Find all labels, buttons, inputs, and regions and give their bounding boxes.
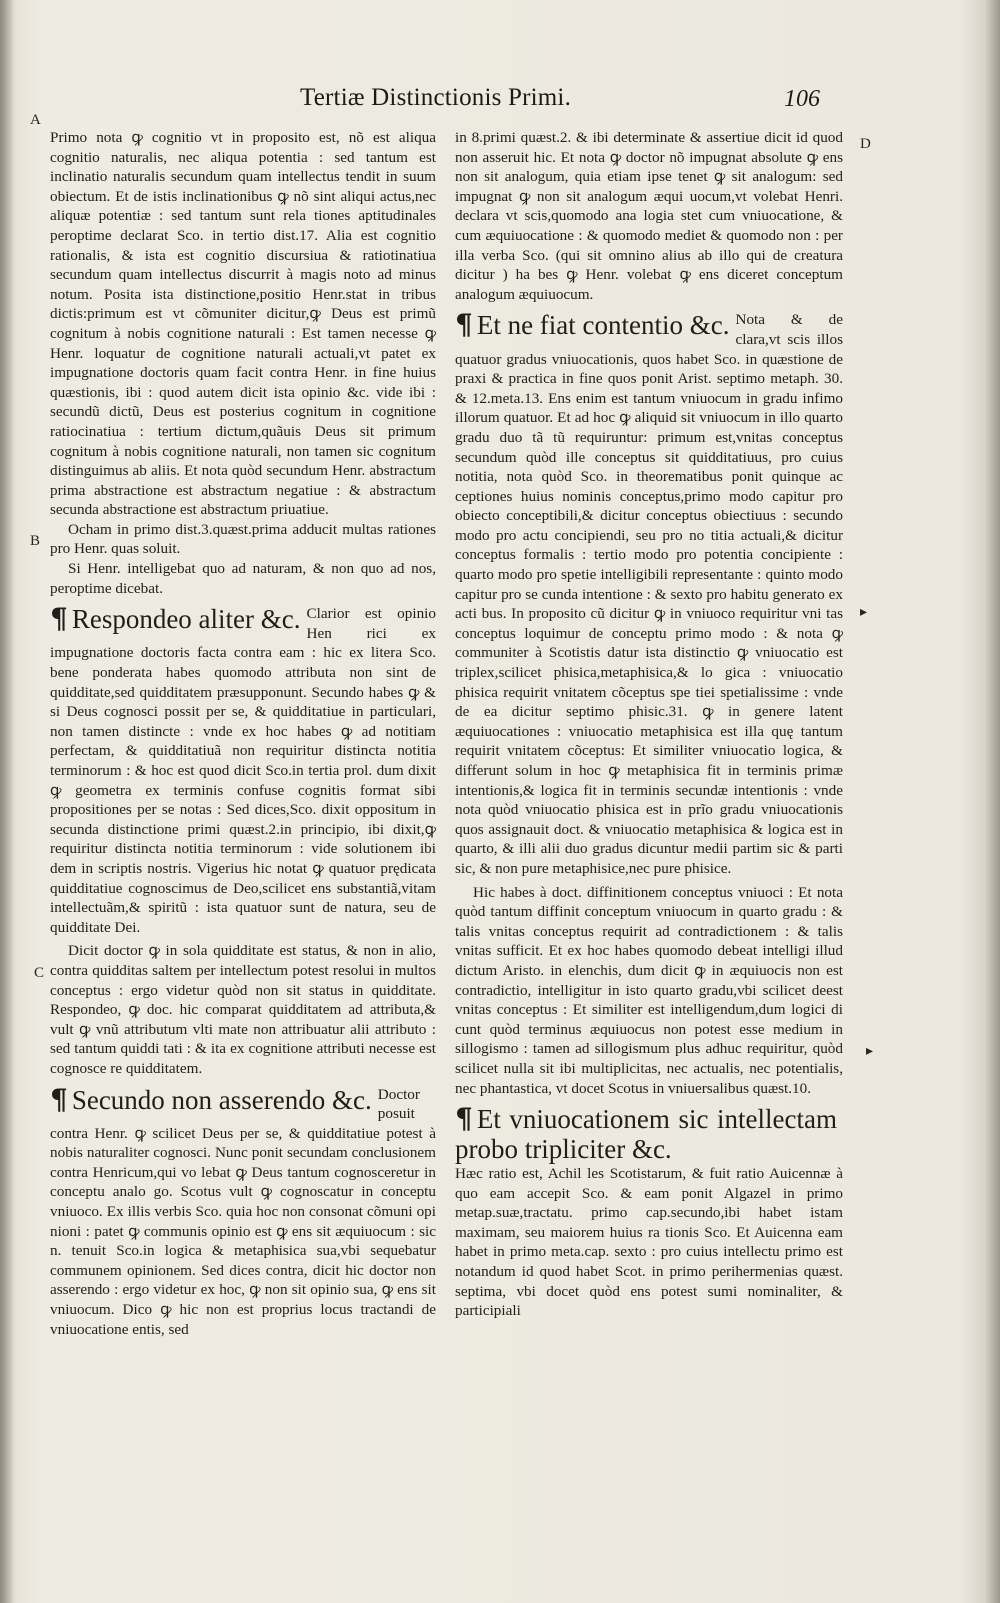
rubric-heading-text: Respondeo aliter &c. xyxy=(71,604,301,635)
paragraph: Ocham in primo dist.3.quæst.prima adducit multas rationes pro Henr. quas soluit. xyxy=(50,520,436,558)
rubric-heading-text: Secundo non asserendo &c. xyxy=(71,1084,372,1115)
gutter-shadow xyxy=(0,0,14,1603)
paragraph: Primo nota ꝙ cognitio vt in proposito est, nõ est aliqua cognitio naturalis, nec aliqua potentia : sed tantum est inclinatio naturalis secundum quam intellectus tendit in suum obiectum. Et de istis inclinationibus ꝙ nõ sint aliqui actus,nec aliquæ potentiæ : sed tantum sunt rela tiones aptitudinales peroptime declarat Sco. in tertio dist.17. Alia est cognitio rationalis, & ista est cognitio discursiua & ratiotinatiua secundum quam intellectus discurrit à magis noto ad minus notum. Posita ista distinctione,positio Henr.stat in tribus dictis:primum est vt cõmuniter dicitur,ꝙ Deus est primũ cognitum à nobis cognitione naturali : Est tamen necesse ꝙ Henr. loquatur de cognitione naturali actuali,vt patet ex impugnatione doctoris quam facit contra Henr. in fine huius quæstionis, ibi : quod autem dicit ista opinio &c. vide ibi : secundũ dictũ, Deus est posterius cognitum in cognitione ratiocinatiua : tertium dictum,quãuis Deus sit primum cognitum à nobis cognitione naturali, non tamen sic cognitum distinguimus ab aliis. Et nota quòd secundum Henr. abstractum prima abstractione est abstractum negatiue : & abstractum secunda abstractione est abstractum priuatiue. xyxy=(50,129,436,519)
section-rubric xyxy=(50,604,436,937)
running-title: Tertiæ Distinctionis Primi. xyxy=(300,84,572,111)
paragraph: Si Henr. intelligebat quo ad naturam, & non quo ad nos, peroptime dicebat. xyxy=(50,560,436,597)
pilcrow-icon: ¶ xyxy=(50,604,68,636)
page-header xyxy=(300,84,860,124)
paragraph: Hic habes à doct. diffinitionem conceptus vniuoci : Et nota quòd tantum diffinit conceptum vniuocum in quarto gradu : & talis vnitas conceptus requirit ad contradictionem : & talis vnitas sufficit. Et ex hoc habes quomodo debeat intelligi illud dictum Aristo. in elenchis, dum dicit ꝙ in æquiuocis non est contradictio, intelligitur in isto quarto gradu,vbi scilicet deest vnitas conceptus : Et similiter est intelligendum,dum logici di cunt quòd terminus æquiuocus non potest esse medium in sillogismo : tamen ad sillogismum plus adhuc requiritur, quòd scilicet nulla sit ibi multiplicitas, nec actualis, nec potentialis, nec phantastica, vt docet Scotus in vniuersalibus quæst.10. xyxy=(455,883,843,1097)
rubric-text: Clarior est opinio Hen rici ex impugnatione doctoris facta contra eam : hic ex litera Sco. bene ponderata habes quomodo attributa non sint de quidditate,sed quidditatem præsupponunt. Secundo habes ꝙ & si Deus cognosci possit per se, & quidditatiue in particulari, non tamen distincte : vnde ex hoc habes ꝙ ad notitiam perfectam, & quidditatiuã non requiritur distincta notitia terminorum : & hoc est quod dicit Sco.in tertia prol. dum dixit ꝙ geometra ex terminis confuse cognitis format sibi propositiones per se notas : Sed dices,Sco. dixit oppositum in secunda distinctione primi quæst.2.in principio, ibi dixit,ꝙ requiritur distincta notitia terminorum : vide solutionem ibi dem in scriptis nostris. Vigerius hic notat ꝙ quatuor prędicata quidditatiue cognoscimus de Deo,scilicet ens substantiã,vitam intellectuãm,& spiritũ : ista quatuor sunt de natura, seu de quidditate Dei. xyxy=(50,605,436,936)
rubric-heading-text: Et vniuocationem sic intellectam probo tripliciter &c. xyxy=(455,1104,837,1165)
paragraph: Dicit doctor ꝙ in sola quidditate est status, & non in alio, contra quidditas saltem per intellectum potest resolui in multos conceptus : ergo videtur quòd non sit status in quidditate. Respondeo, ꝙ doc. hic comparat quidditatem ad attributa,& vult ꝙ vnũ attributum vlti mate non attribuatur alii attributo : sed tantum quiddi tati : & ita ex cognitione attributi necesse est cognosce re quidditatem. xyxy=(50,942,436,1077)
section-rubric xyxy=(50,1085,436,1340)
left-column xyxy=(50,128,436,1343)
margin-mark: ▸ xyxy=(866,1043,874,1059)
rubric-heading xyxy=(50,604,301,634)
margin-mark: ▸ xyxy=(860,604,868,620)
pilcrow-icon: ¶ xyxy=(50,1084,68,1116)
rubric-text: Doctor posuit contra Henr. ꝙ scilicet Deus per se, & quidditatiue potest à nobis naturaliter cognosci. Nunc ponit secundam conclusionem contra Henricum,qui vo lebat ꝙ Deus tantum cognosceretur in conceptu analo go. Scotus vult ꝙ cognoscatur in conceptu vniuoco. Ex illis verbis Sco. quia hoc non consonat cõmuni opi nioni : patet ꝙ communis opinio est ꝙ ens sit æquiuocum : sic n. tenuit Sco.in logica & metaphisica sua,vbi sequebatur communem opinionem. Sed dices contra, dicit hic doctor non asserendo : ergo videtur ex hoc, ꝙ non sit opinio sua, ꝙ ens sit vniuocum. Dico ꝙ hic non est proprius locus tractandi de vniuocatione entis, sed xyxy=(50,1085,436,1338)
section-rubric xyxy=(455,1104,843,1321)
margin-letter-c: C xyxy=(34,965,45,981)
folio-number: 106 xyxy=(784,86,820,112)
right-column xyxy=(455,128,843,1325)
rubric-text: Nota & de clara,vt scis illos quatuor gradus vniuocationis, quos habet Sco. in quæstione de praxi & practica in fine quos ponit Arist. septimo metaph. 30. & 12.meta.13. Ens enim est tantum vniuocum in gradu infimo illorum quatuor. Et ad hoc ꝙ aliquid sit vniuocum in illo quarto gradu duo tã tũ requiruntur: primum est,vnitas conceptus secundum quòd ille conceptus sit quidditatiuus, pro cuius notitia, nota quòd Sco. in theorematibus ponit quinque ac ceptiones huius nominis conceptus,primo modo capitur pro obiecto conceptibili,& dicitur conceptus obiectiuus : secundo modo pro actu concipiendi, seu pro no titia actuali,& dicitur conceptus formalis : tertio modo pro potentia concipiente : quarto modo pro spetie intelligibili representante : quinto modo capitur pro se cunda intentione : & sexto pro habitu generato ex acti bus. In proposito cũ dicitur ꝙ in vniuoco requiritur vni tas conceptus loquimur de conceptu primo modo : & nota ꝙ communiter à Scotistis datur ista distinctio ꝙ vniuocatio est triplex,scilicet phisica,metaphisica,& lo gica : vniuocatio phisica requirit vnitatem cõceptus spe tiei spetialissime : vnde de ea dicitur septimo phisic.31. ꝙ in genere latent æquiuocationes : vniuocatio metaphisica est illa quę tantum requirit vnitatem cõceptus: Et similiter vniuocatio logica, & differunt solum in hoc ꝙ metaphisica fit in terminis primæ intentionis,& logica fit in terminis secundæ intentionis : vnde nota quòd vniuocatio phisica est in prĩo gradu vniuocationis quos assignauit doct. & vniuocatio metaphisica & logica est in quarto, & illi alii duo gradus dicuntur medii partim sic & parti sic, & non pure metaphisice,nec pure phisice. xyxy=(455,311,843,877)
rubric-heading xyxy=(455,1104,837,1164)
rubric-heading-text: Et ne fiat contentio &c. xyxy=(476,310,730,341)
pilcrow-icon: ¶ xyxy=(455,1104,473,1136)
rubric-heading xyxy=(50,1085,372,1115)
margin-letter-a: A xyxy=(30,112,41,128)
rubric-heading xyxy=(455,310,730,340)
section-rubric xyxy=(455,310,843,878)
paragraph: in 8.primi quæst.2. & ibi determinate & assertiue dicit id quod non asseruit hic. Et nota ꝙ doctor nõ impugnat absolute ꝙ ens non sit analogum, quia etiam ipse tenet ꝙ sit analogum: sed impugnat ꝙ non sit analogum æqui uocum,vt volebat Henri. declara vt scis,quomodo ana logia stet cum vniuocatione, & cum æquiuocatione : & quomodo mediet & quomodo non : per illa verba Sco. (qui sit omnino alius ab illo qui de creatura dicitur ) ha bes ꝙ Henr. volebat ꝙ ens diceret conceptum analogum æquiuocum. xyxy=(455,129,843,303)
rubric-text: Hæc ratio est, Achil les Scotistarum, & fuit ratio Auicennæ à quo eam accepit Sco. & eam ponit Algazel in primo metap.suæ,tractatu. primo cap.secundo,ibi habet istam maximam, seu maiorem huius ra tionis Sco. Et Auicenna eam habet in primo meta.cap. sexto : pro cuius intellectu primo est notandum id quod habet Scot. in primo perihermenias quæst. septima, vbi docet quòd ens potest sumi nominaliter, & participiali xyxy=(455,1165,843,1320)
pilcrow-icon: ¶ xyxy=(455,310,473,342)
margin-letter-d: D xyxy=(860,136,871,152)
margin-letter-b: B xyxy=(30,533,41,549)
